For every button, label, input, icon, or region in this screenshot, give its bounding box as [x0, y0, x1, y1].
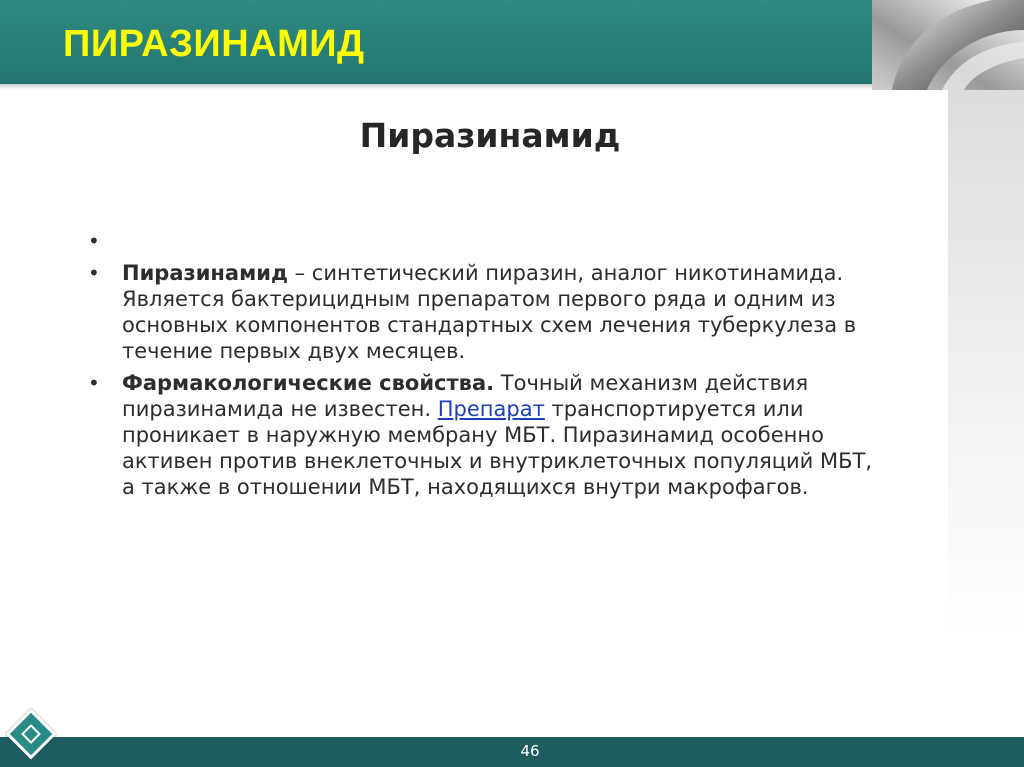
diamond-inner: [21, 724, 41, 744]
term-bold: Фармакологические свойства.: [122, 371, 495, 395]
metallic-curve-graphic: [872, 0, 1024, 90]
page-title: ПИРАЗИНАМИД: [63, 23, 365, 65]
definition-text: – синтетический пиразин, аналог никотинамида. Является бактерицидным препаратом первого ряда и одним из основных компонентов стандартных схем лечения туберкулеза в течение первых двух месяцев.: [122, 261, 857, 363]
bullet-icon: •: [88, 371, 100, 395]
bullet-icon: •: [88, 229, 100, 253]
list-item: [88, 370, 888, 500]
bullet-list: [88, 228, 888, 506]
text-after-link: транспортируется или проникает в наружную мембрану МБТ. Пиразинамид особенно активен против внеклеточных и внутриклеточных популяций МБТ, а также в отношении МБТ, находящихся внутри макрофагов.: [122, 397, 873, 499]
bullet-icon: •: [88, 261, 100, 285]
header-bar: [0, 0, 872, 84]
term-bold: Пиразинамид: [122, 261, 288, 285]
preparat-link[interactable]: Препарат: [437, 397, 545, 421]
page-number: 46: [520, 742, 540, 760]
list-item: [88, 228, 888, 254]
list-item: [88, 260, 888, 364]
metallic-corner-image: [872, 0, 1024, 90]
text-before-link: Точный механизм действия пиразинамида не известен.: [122, 371, 809, 421]
slide-heading: Пиразинамид: [359, 116, 621, 155]
side-gradient: [948, 90, 1024, 630]
